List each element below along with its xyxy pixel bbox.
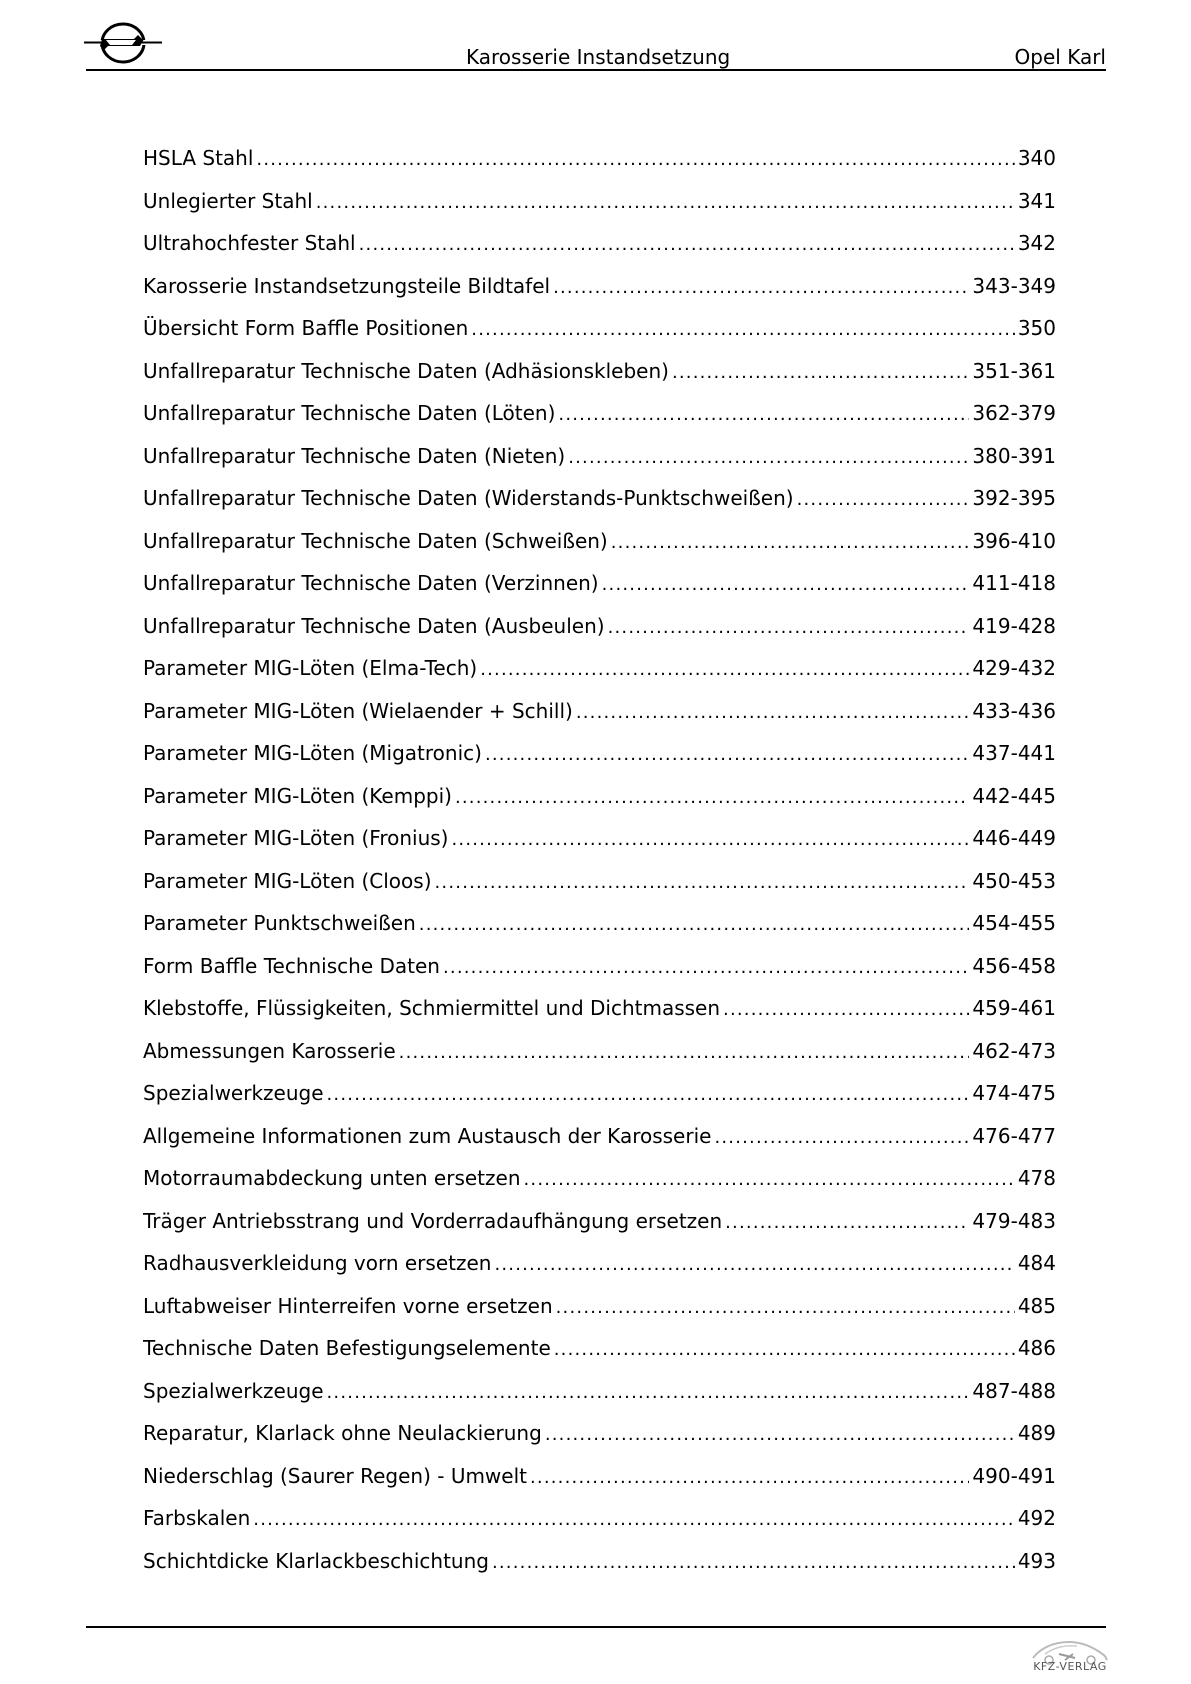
toc-entry-title: Klebstoffe, Flüssigkeiten, Schmiermittel und Dichtmassen [143, 996, 721, 1020]
toc-entry-title: Träger Antriebsstrang und Vorderradaufhängung ersetzen [143, 1208, 723, 1233]
toc-entry-title: Schichtdicke Klarlackbeschichtung [143, 1548, 489, 1573]
toc-leader-dots [608, 607, 970, 648]
toc-entry-title: Unfallreparatur Technische Daten (Adhäsionskleben) [143, 358, 669, 383]
toc-leader-dots [672, 352, 969, 393]
toc-entry-title: Spezialwerkzeuge [143, 1081, 324, 1105]
opel-logo-icon [84, 19, 162, 67]
toc-entry-page: 396-410 [972, 528, 1056, 553]
toc-leader-dots [554, 1329, 1015, 1370]
toc-leader-dots [714, 1117, 969, 1158]
toc-entry [143, 265, 1056, 308]
toc-entry [143, 987, 1056, 1030]
toc-entry-page: 456-458 [972, 953, 1056, 978]
toc-entry-title: Parameter MIG-Löten (Cloos) [143, 868, 432, 893]
toc-entry-page: 474-475 [972, 1081, 1056, 1105]
toc-leader-dots [494, 1244, 1014, 1285]
toc-entry-title: Unfallreparatur Technische Daten (Verzinnen) [143, 571, 599, 595]
toc-entry-page: 462-473 [972, 1038, 1056, 1063]
toc-entry [143, 732, 1056, 775]
toc-entry [143, 690, 1056, 733]
toc-entry-page: 450-453 [972, 868, 1056, 893]
toc-entry-page: 487-488 [972, 1378, 1056, 1403]
toc-leader-dots [492, 1542, 1015, 1583]
toc-entry-page: 486 [1017, 1336, 1056, 1360]
toc-leader-dots [256, 139, 1014, 180]
header-title: Karosserie Instandsetzung [466, 45, 731, 69]
toc-entry-page: 454-455 [972, 911, 1056, 935]
toc-entry [143, 1497, 1056, 1540]
toc-entry-page: 485 [1017, 1293, 1056, 1318]
toc-entry-page: 362-379 [972, 401, 1056, 425]
toc-leader-dots [480, 649, 969, 690]
toc-entry-title: Karosserie Instandsetzungsteile Bildtafel [143, 273, 551, 298]
toc-leader-dots [435, 862, 970, 903]
toc-entry [143, 647, 1056, 690]
toc-entry [143, 435, 1056, 478]
toc-entry-title: Parameter MIG-Löten (Migatronic) [143, 741, 482, 765]
toc-entry-page: 489 [1017, 1421, 1056, 1445]
toc-entry [143, 477, 1056, 520]
toc-entry-title: Unfallreparatur Technische Daten (Schweißen) [143, 528, 608, 553]
toc-entry [143, 1455, 1056, 1498]
toc-entry-title: Technische Daten Befestigungselemente [143, 1336, 551, 1360]
toc-entry-title: Luftabweiser Hinterreifen vorne ersetzen [143, 1293, 553, 1318]
toc-entry-page: 459-461 [972, 996, 1056, 1020]
toc-entry [143, 1540, 1056, 1583]
toc-entry [143, 307, 1056, 350]
toc-entry [143, 137, 1056, 180]
toc-entry-page: 433-436 [972, 698, 1056, 723]
toc-entry [143, 1200, 1056, 1243]
toc-entry-title: Parameter MIG-Löten (Elma-Tech) [143, 656, 478, 680]
toc-leader-dots [471, 309, 1015, 350]
toc-leader-dots [452, 819, 970, 860]
publisher-logo-text: KFZ-VERLAG [1033, 1660, 1107, 1673]
toc-entry [143, 1285, 1056, 1328]
toc-leader-dots [611, 522, 970, 563]
toc-entry-title: Spezialwerkzeuge [143, 1378, 324, 1403]
toc-leader-dots [316, 182, 1015, 223]
toc-leader-dots [530, 1457, 969, 1498]
toc-entry-title: Unfallreparatur Technische Daten (Widerstands-Punktschweißen) [143, 486, 794, 510]
toc-leader-dots [556, 1287, 1015, 1328]
toc-entry [143, 1370, 1056, 1413]
toc-leader-dots [443, 947, 969, 988]
header-brand: Opel Karl [1014, 45, 1106, 69]
toc-entry-title: Allgemeine Informationen zum Austausch der Karosserie [143, 1123, 712, 1148]
toc-entry [143, 817, 1056, 860]
toc-entry-title: Niederschlag (Saurer Regen) - Umwelt [143, 1463, 527, 1488]
toc-entry-page: 350 [1017, 316, 1056, 340]
toc-entry-page: 342 [1017, 231, 1056, 255]
toc-entry-page: 490-491 [972, 1463, 1056, 1488]
toc-leader-dots [558, 394, 969, 435]
toc-entry-title: Parameter MIG-Löten (Fronius) [143, 826, 449, 850]
toc-leader-dots [723, 989, 969, 1030]
toc-entry-page: 478 [1017, 1166, 1056, 1190]
table-of-contents [143, 137, 1056, 1582]
toc-entry-title: Übersicht Form Baffle Positionen [143, 316, 469, 340]
toc-entry-page: 492 [1017, 1506, 1056, 1530]
toc-entry-page: 380-391 [972, 443, 1056, 468]
toc-leader-dots [485, 734, 969, 775]
toc-entry-page: 442-445 [972, 783, 1056, 808]
toc-entry [143, 1072, 1056, 1115]
toc-leader-dots [399, 1032, 970, 1073]
toc-entry-page: 446-449 [972, 826, 1056, 850]
header-divider [86, 69, 1106, 71]
toc-leader-dots [576, 692, 970, 733]
toc-entry [143, 520, 1056, 563]
toc-entry [143, 1157, 1056, 1200]
toc-entry [143, 1030, 1056, 1073]
toc-entry-page: 340 [1017, 146, 1056, 170]
toc-entry-title: Parameter Punktschweißen [143, 911, 416, 935]
toc-entry [143, 392, 1056, 435]
toc-entry [143, 945, 1056, 988]
toc-entry-page: 343-349 [972, 273, 1056, 298]
toc-leader-dots [455, 777, 969, 818]
toc-leader-dots [327, 1074, 970, 1115]
toc-entry [143, 1327, 1056, 1370]
toc-entry-title: Unlegierter Stahl [143, 188, 313, 213]
toc-entry-page: 419-428 [972, 613, 1056, 638]
toc-entry-title: Form Baffle Technische Daten [143, 953, 440, 978]
toc-leader-dots [553, 267, 969, 308]
toc-entry-title: Unfallreparatur Technische Daten (Nieten) [143, 443, 566, 468]
toc-entry-title: Radhausverkleidung vorn ersetzen [143, 1251, 492, 1275]
toc-entry-page: 429-432 [972, 656, 1056, 680]
toc-leader-dots [725, 1202, 969, 1243]
toc-entry-page: 479-483 [972, 1208, 1056, 1233]
toc-entry-title: Unfallreparatur Technische Daten (Löten) [143, 401, 556, 425]
toc-entry-title: Unfallreparatur Technische Daten (Ausbeulen) [143, 613, 605, 638]
toc-leader-dots [602, 564, 970, 605]
toc-entry [143, 605, 1056, 648]
toc-leader-dots [419, 904, 970, 945]
toc-entry [143, 1115, 1056, 1158]
toc-entry-page: 341 [1017, 188, 1056, 213]
toc-leader-dots [568, 437, 969, 478]
toc-leader-dots [545, 1414, 1015, 1455]
toc-entry-page: 392-395 [972, 486, 1056, 510]
toc-entry-title: Ultrahochfester Stahl [143, 231, 356, 255]
toc-entry-page: 484 [1017, 1251, 1056, 1275]
toc-entry [143, 860, 1056, 903]
toc-entry-title: Motorraumabdeckung unten ersetzen [143, 1166, 521, 1190]
toc-entry-title: Parameter MIG-Löten (Kemppi) [143, 783, 452, 808]
toc-entry-title: HSLA Stahl [143, 146, 254, 170]
toc-entry [143, 222, 1056, 265]
toc-entry [143, 1242, 1056, 1285]
footer-divider [86, 1626, 1106, 1628]
toc-entry-page: 437-441 [972, 741, 1056, 765]
toc-leader-dots [327, 1372, 970, 1413]
toc-entry-page: 411-418 [972, 571, 1056, 595]
toc-leader-dots [524, 1159, 1015, 1200]
toc-entry [143, 902, 1056, 945]
toc-entry [143, 1412, 1056, 1455]
toc-entry-page: 351-361 [972, 358, 1056, 383]
toc-leader-dots [797, 479, 970, 520]
toc-entry-page: 476-477 [972, 1123, 1056, 1148]
toc-entry-page: 493 [1017, 1548, 1056, 1573]
toc-entry [143, 350, 1056, 393]
toc-entry-title: Farbskalen [143, 1506, 251, 1530]
toc-entry [143, 180, 1056, 223]
toc-leader-dots [359, 224, 1015, 265]
toc-entry-title: Abmessungen Karosserie [143, 1038, 396, 1063]
toc-leader-dots [253, 1499, 1015, 1540]
toc-entry-title: Parameter MIG-Löten (Wielaender + Schill) [143, 698, 573, 723]
toc-entry-title: Reparatur, Klarlack ohne Neulackierung [143, 1421, 542, 1445]
toc-entry [143, 775, 1056, 818]
toc-entry [143, 562, 1056, 605]
